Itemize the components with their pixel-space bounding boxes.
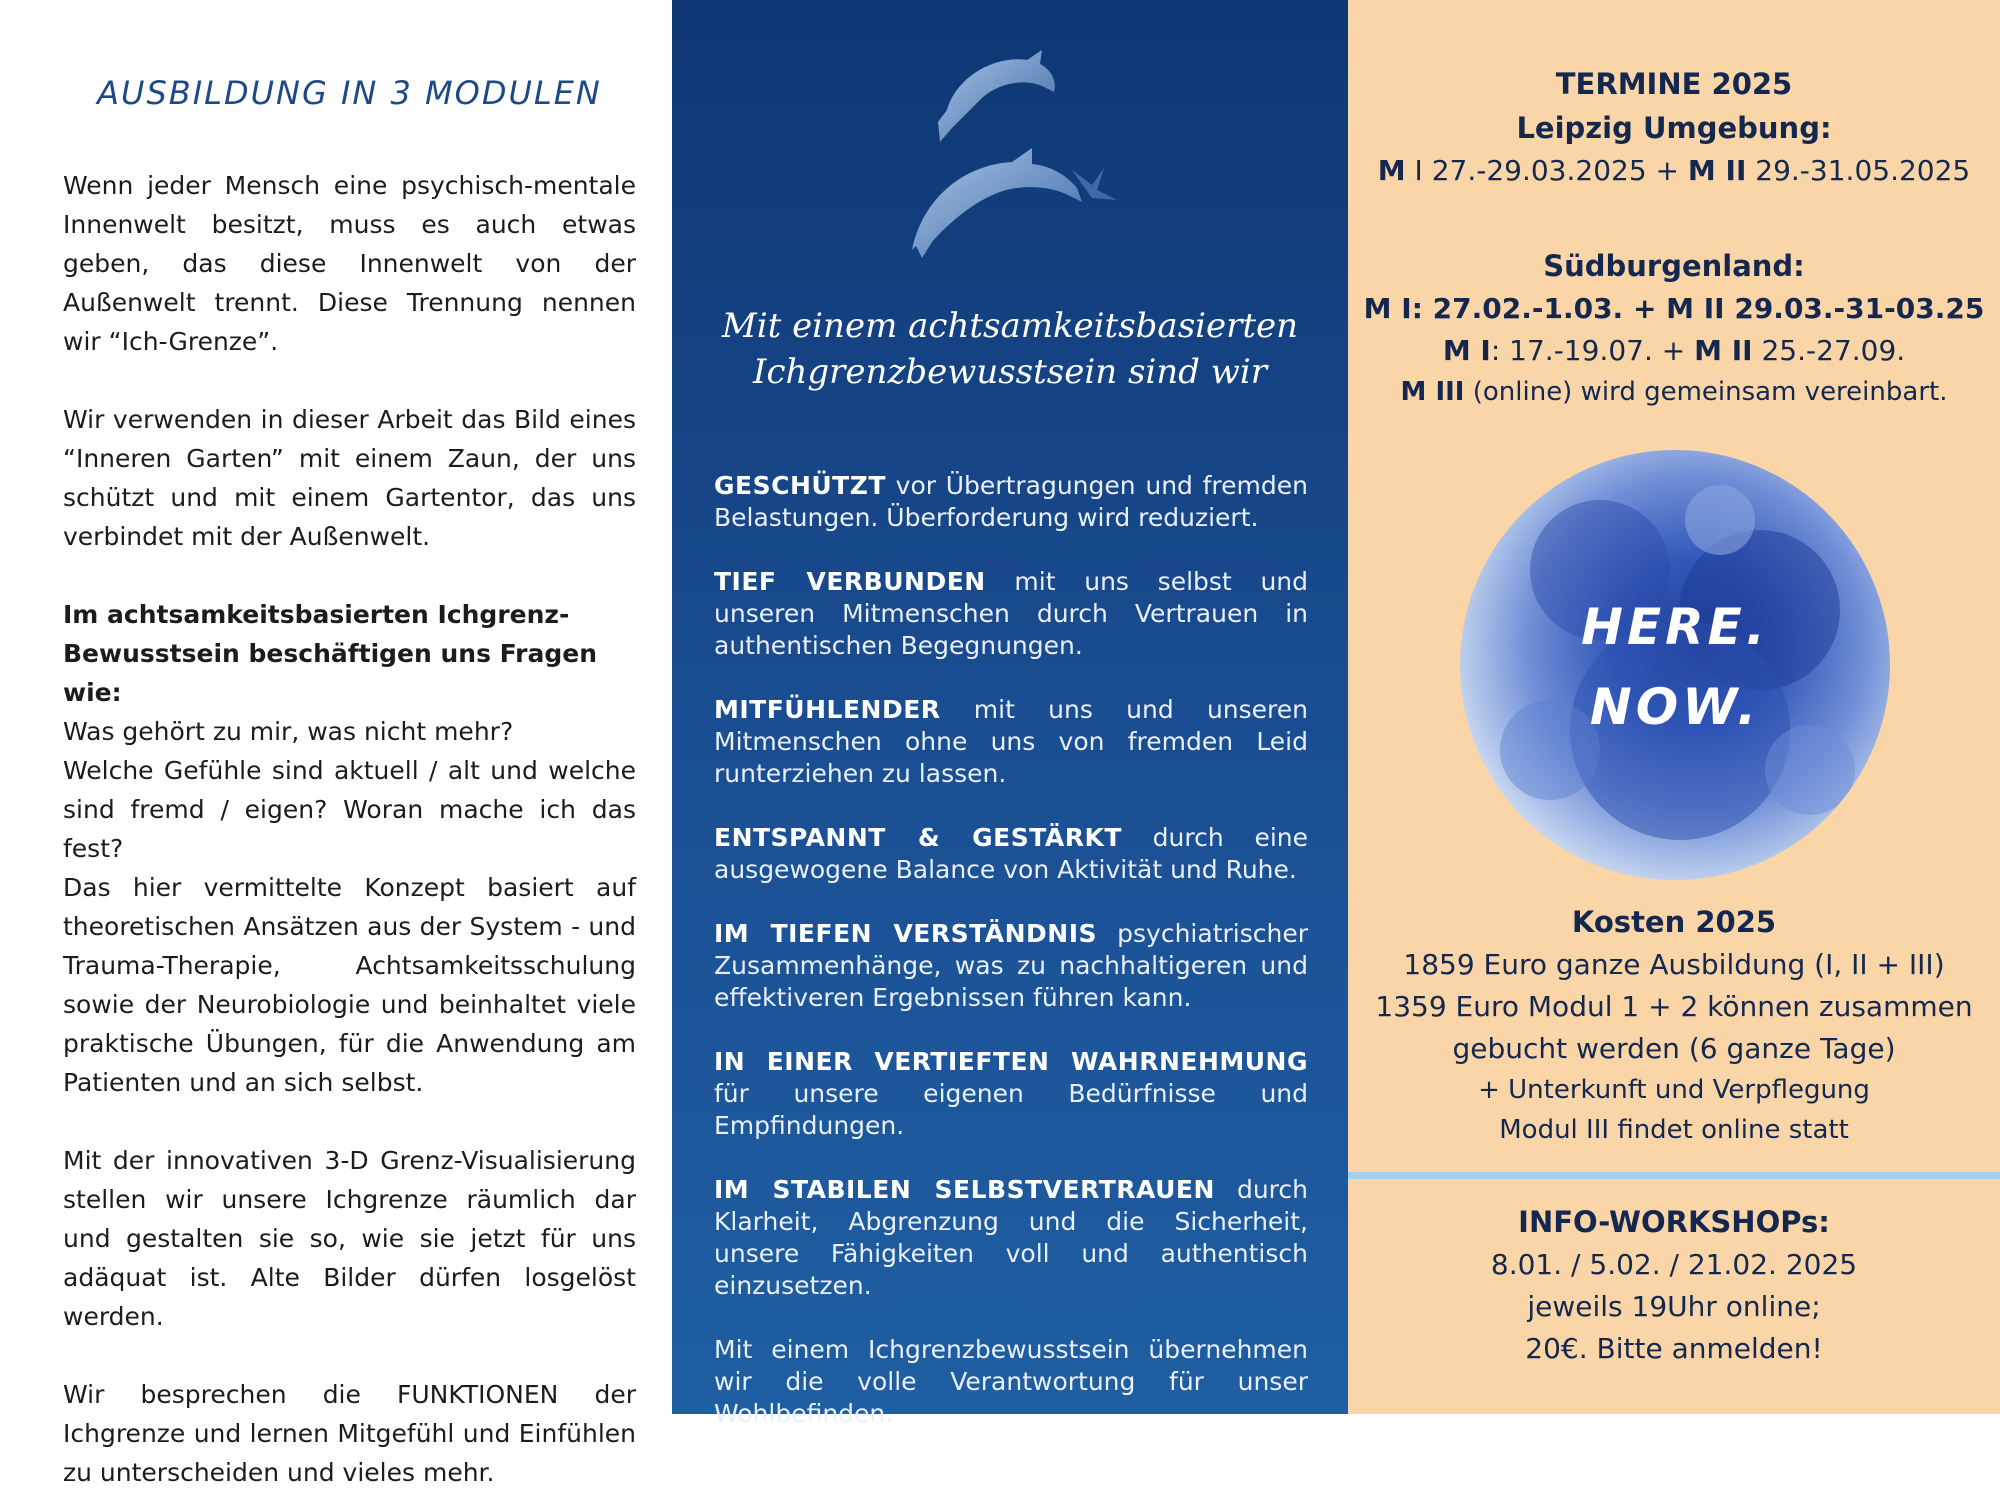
benefit-keyword: GESCHÜTZT [714,471,886,500]
benefit-text: durch eine ausgewogene Balance von Aktivität und Ruhe. [714,823,1308,884]
benefit-text: durch Klarheit, Abgrenzung und die Sicherheit, unsere Fähigkeiten voll und authentisch einzusetzen. [714,1175,1308,1300]
section-divider [1348,1172,2000,1179]
info-title: INFO-WORKSHOPs: [1518,1205,1830,1239]
kosten-section [1348,900,2000,1150]
dolphins-illustration [882,50,1122,260]
circle-word-here: HERE. [1581,598,1769,656]
right-panel [1348,0,2000,1414]
benefit-keyword: IN EINER VERTIEFTEN WAHRNEHMUNG [714,1047,1308,1076]
sued-l3-m3: M III [1400,377,1465,407]
kosten-line-1: 1859 Euro ganze Ausbildung (I, II + III) [1403,948,1945,981]
left-panel [0,0,672,1487]
sued-line-3 [1348,372,2000,412]
left-paragraph-2: Wir verwenden in dieser Arbeit das Bild eines “Inneren Garten” mit einem Zaun, der uns schützt und mit einem Gartentor, das uns verbindet mit der Außenwelt. [63,405,636,551]
watercolor-circle [1460,450,1890,880]
info-workshops-section [1348,1200,2000,1370]
termine-title: TERMINE 2025 [1555,67,1793,101]
leipzig-title: Leipzig Umgebung: [1516,111,1832,145]
benefit-keyword: MITFÜHLENDER [714,695,941,724]
left-paragraph-4: Mit der innovativen 3-D Grenz-Visualisierung stellen wir unsere Ichgrenze räumlich dar und gestalten sie so, wie sie jetzt für uns adäquat ist. Alte Bilder dürfen losgelöst werden. [63,1146,636,1331]
kosten-line-4: + Unterkunft und Verpflegung [1478,1075,1870,1105]
benefit-keyword: IM STABILEN SELBSTVERTRAUEN [714,1175,1215,1204]
info-line-2: jeweils 19Uhr online; [1527,1290,1821,1323]
kosten-title: Kosten 2025 [1571,905,1777,939]
left-paragraph-5: Wir besprechen die FUNKTIONEN der Ichgrenze und lernen Mitgefühl und Einfühlen zu unterscheiden und vieles mehr. [63,1380,636,1487]
leipzig-m2-dates: 29.-31.05.2025 [1746,154,1971,187]
left-question-2: Welche Gefühle sind aktuell / alt und welche sind fremd / eigen? Woran mache ich das fest? [63,756,636,863]
benefit-keyword: IM TIEFEN VERSTÄNDNIS [714,919,1098,948]
sued-l2-d1: : 17.-19.07. + [1490,334,1695,367]
sued-l2-m2: M II [1694,334,1753,367]
benefit-text: mit uns selbst und unseren Mitmenschen durch Vertrauen in authentischen Begegnungen. [714,567,1308,660]
middle-panel [672,0,1348,1428]
sued-l2-d2: 25.-27.09. [1752,334,1906,367]
sued-line-2 [1348,330,2000,372]
middle-intro-line-2: Ichgrenzbewusstsein sind wir [753,352,1267,392]
benefit-item [714,918,1308,1014]
sued-l3-text: (online) wird gemeinsam vereinbart. [1464,377,1948,407]
middle-closing: Mit einem Ichgrenzbewusstsein übernehmen wir die volle Verantwortung für unser Wohlbefinden. [714,1335,1308,1428]
left-paragraph-3: Das hier vermittelte Konzept basiert auf theoretischen Ansätzen aus der System - und Trauma-Therapie, Achtsamkeitsschulung sowie der Neurobiologie und beinhaltet viele praktische Übungen, für die Anwendung am Patienten und an sich selbst. [63,873,636,1097]
benefit-item [714,470,1308,534]
benefit-keyword: TIEF VERBUNDEN [714,567,986,596]
suedburgenland-section [1348,244,2000,412]
kosten-line-5: Modul III findet online statt [1499,1115,1849,1145]
left-questions-heading: Im achtsamkeitsbasierten Ichgrenz-Bewusstsein beschäftigen uns Fragen wie: [63,600,597,707]
leipzig-dates [1348,150,2000,192]
middle-benefit-list [714,470,1308,1462]
info-line-1: 8.01. / 5.02. / 21.02. 2025 [1490,1248,1858,1281]
left-question-1: Was gehört zu mir, was nicht mehr? [63,717,514,746]
benefit-text: mit uns und unseren Mitmenschen ohne uns von fremden Leid runterziehen zu lassen. [714,695,1308,788]
benefit-keyword: ENTSPANNT & GESTÄRKT [714,823,1122,852]
benefit-item [714,822,1308,886]
circle-word-now: NOW. [1589,678,1761,736]
info-line-3: 20€. Bitte anmelden! [1525,1332,1823,1365]
benefit-text: psychiatrischer Zusammenhänge, was zu nachhaltigeren und effektiveren Ergebnissen führen kann. [714,919,1308,1012]
left-title: AUSBILDUNG IN 3 MODULEN [97,74,602,112]
benefit-item [714,1046,1308,1142]
leipzig-m1-dates: I 27.-29.03.2025 + [1405,154,1688,187]
watercolor-splash-icon [1460,450,1890,880]
sued-l2-m1: M I [1442,334,1491,367]
kosten-line-2: 1359 Euro Modul 1 + 2 können zusammen [1375,990,1973,1023]
left-paragraph-1: Wenn jeder Mensch eine psychisch-mentale Innenwelt besitzt, muss es auch etwas geben, das diese Innenwelt von der Außenwelt trennt. Diese Trennung nennen wir “Ich-Grenze”. [63,171,636,356]
sued-title: Südburgenland: [1543,249,1805,283]
benefit-text: vor Übertragungen und fremden Belastungen. Überforderung wird reduziert. [714,471,1308,532]
benefit-item [714,1174,1308,1302]
sued-line-1: M I: 27.02.-1.03. + M II 29.03.-31-03.25 [1363,292,1985,325]
benefit-item [714,566,1308,662]
middle-intro [712,303,1308,395]
leipzig-m2-label: M II [1687,154,1747,187]
leipzig-m1-label: M [1377,154,1406,187]
kosten-line-3: gebucht werden (6 ganze Tage) [1452,1032,1896,1065]
benefit-item [714,694,1308,790]
benefit-text: für unsere eigenen Bedürfnisse und Empfindungen. [714,1079,1308,1140]
termine-section [1348,62,2000,192]
middle-intro-line-1: Mit einem achtsamkeitsbasierten [721,306,1299,346]
